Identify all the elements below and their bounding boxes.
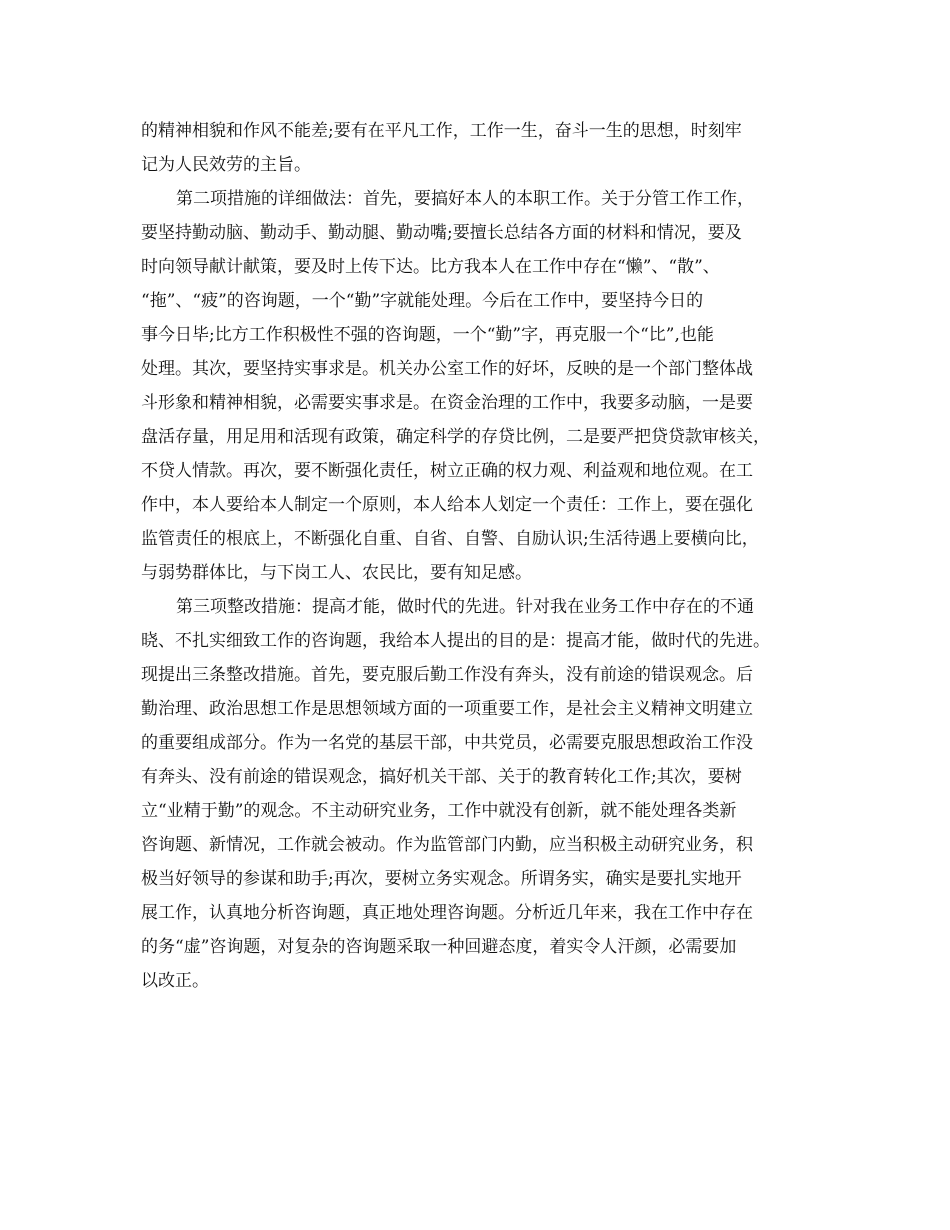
text-line: 处理。其次，要坚持实事求是。机关办公室工作的好坏，反映的是一个部门整体战 [141, 359, 753, 379]
text-line: 立“业精于勤”的观念。不主动研究业务，工作中就没有创新，就不能处理各类新 [141, 801, 737, 821]
text-line: 作中，本人要给本人制定一个原则，本人给本人划定一个责任：工作上，要在强化 [141, 495, 753, 515]
text-line: 有奔头、没有前途的错误观念，搞好机关干部、关于的教育转化工作;其次，要树 [141, 767, 742, 787]
text-line: 要坚持勤动脑、勤动手、勤动腿、勤动嘴;要擅长总结各方面的材料和情况，要及 [141, 223, 742, 243]
text-line: 不贷人情款。再次，要不断强化责任，树立正确的权力观、利益观和地位观。在工 [141, 461, 753, 481]
text-line: 记为人民效劳的主旨。 [141, 155, 311, 175]
text-line: 盘活存量，用足用和活现有政策，确定科学的存贷比例，二是要严把贷贷款审核关， [141, 427, 770, 447]
text-line: 与弱势群体比，与下岗工人、农民比，要有知足感。 [141, 563, 532, 583]
text-line: 斗形象和精神相貌，必需要实事求是。在资金治理的工作中，我要多动脑，一是要 [141, 393, 753, 413]
paragraph-first-line: 第三项整改措施：提高才能，做时代的先进。针对我在业务工作中存在的不通 [176, 597, 754, 617]
paragraph-first-line: 第二项措施的详细做法：首先，要搞好本人的本职工作。关于分管工作工作， [176, 189, 754, 209]
body-text [141, 114, 831, 998]
text-line: 的务“虚”咨询题，对复杂的咨询题采取一种回避态度，着实令人汗颜，必需要加 [141, 937, 737, 957]
text-line: 时向领导献计献策，要及时上传下达。比方我本人在工作中存在“懒”、“散”、 [141, 257, 720, 277]
text-line: 的重要组成部分。作为一名党的基层干部，中共党员，必需要克服思想政治工作没 [141, 733, 753, 753]
text-line: 展工作，认真地分析咨询题，真正地处理咨询题。分析近几年来，我在工作中存在 [141, 903, 753, 923]
text-line: 事今日毕;比方工作积极性不强的咨询题，一个“勤”字，再克服一个“比”,也能 [141, 325, 714, 345]
text-line: 现提出三条整改措施。首先，要克服后勤工作没有奔头，没有前途的错误观念。后 [141, 665, 753, 685]
text-line: 以改正。 [141, 971, 209, 991]
text-line: 咨询题、新情况，工作就会被动。作为监管部门内勤，应当积极主动研究业务，积 [141, 835, 753, 855]
text-line: 的精神相貌和作风不能差;要有在平凡工作，工作一生，奋斗一生的思想，时刻牢 [141, 121, 742, 141]
text-line: 监管责任的根底上，不断强化自重、自省、自警、自励认识;生活待遇上要横向比， [141, 529, 759, 549]
text-line: 晓、不扎实细致工作的咨询题，我给本人提出的目的是：提高才能，做时代的先进。 [141, 631, 770, 651]
text-line: 勤治理、政治思想工作是思想领域方面的一项重要工作，是社会主义精神文明建立 [141, 699, 753, 719]
text-line: 极当好领导的参谋和助手;再次，要树立务实观念。所谓务实，确实是要扎实地开 [141, 869, 742, 889]
text-line: “拖”、“疲”的咨询题，一个“勤”字就能处理。今后在工作中，要坚持今日的 [141, 291, 704, 311]
